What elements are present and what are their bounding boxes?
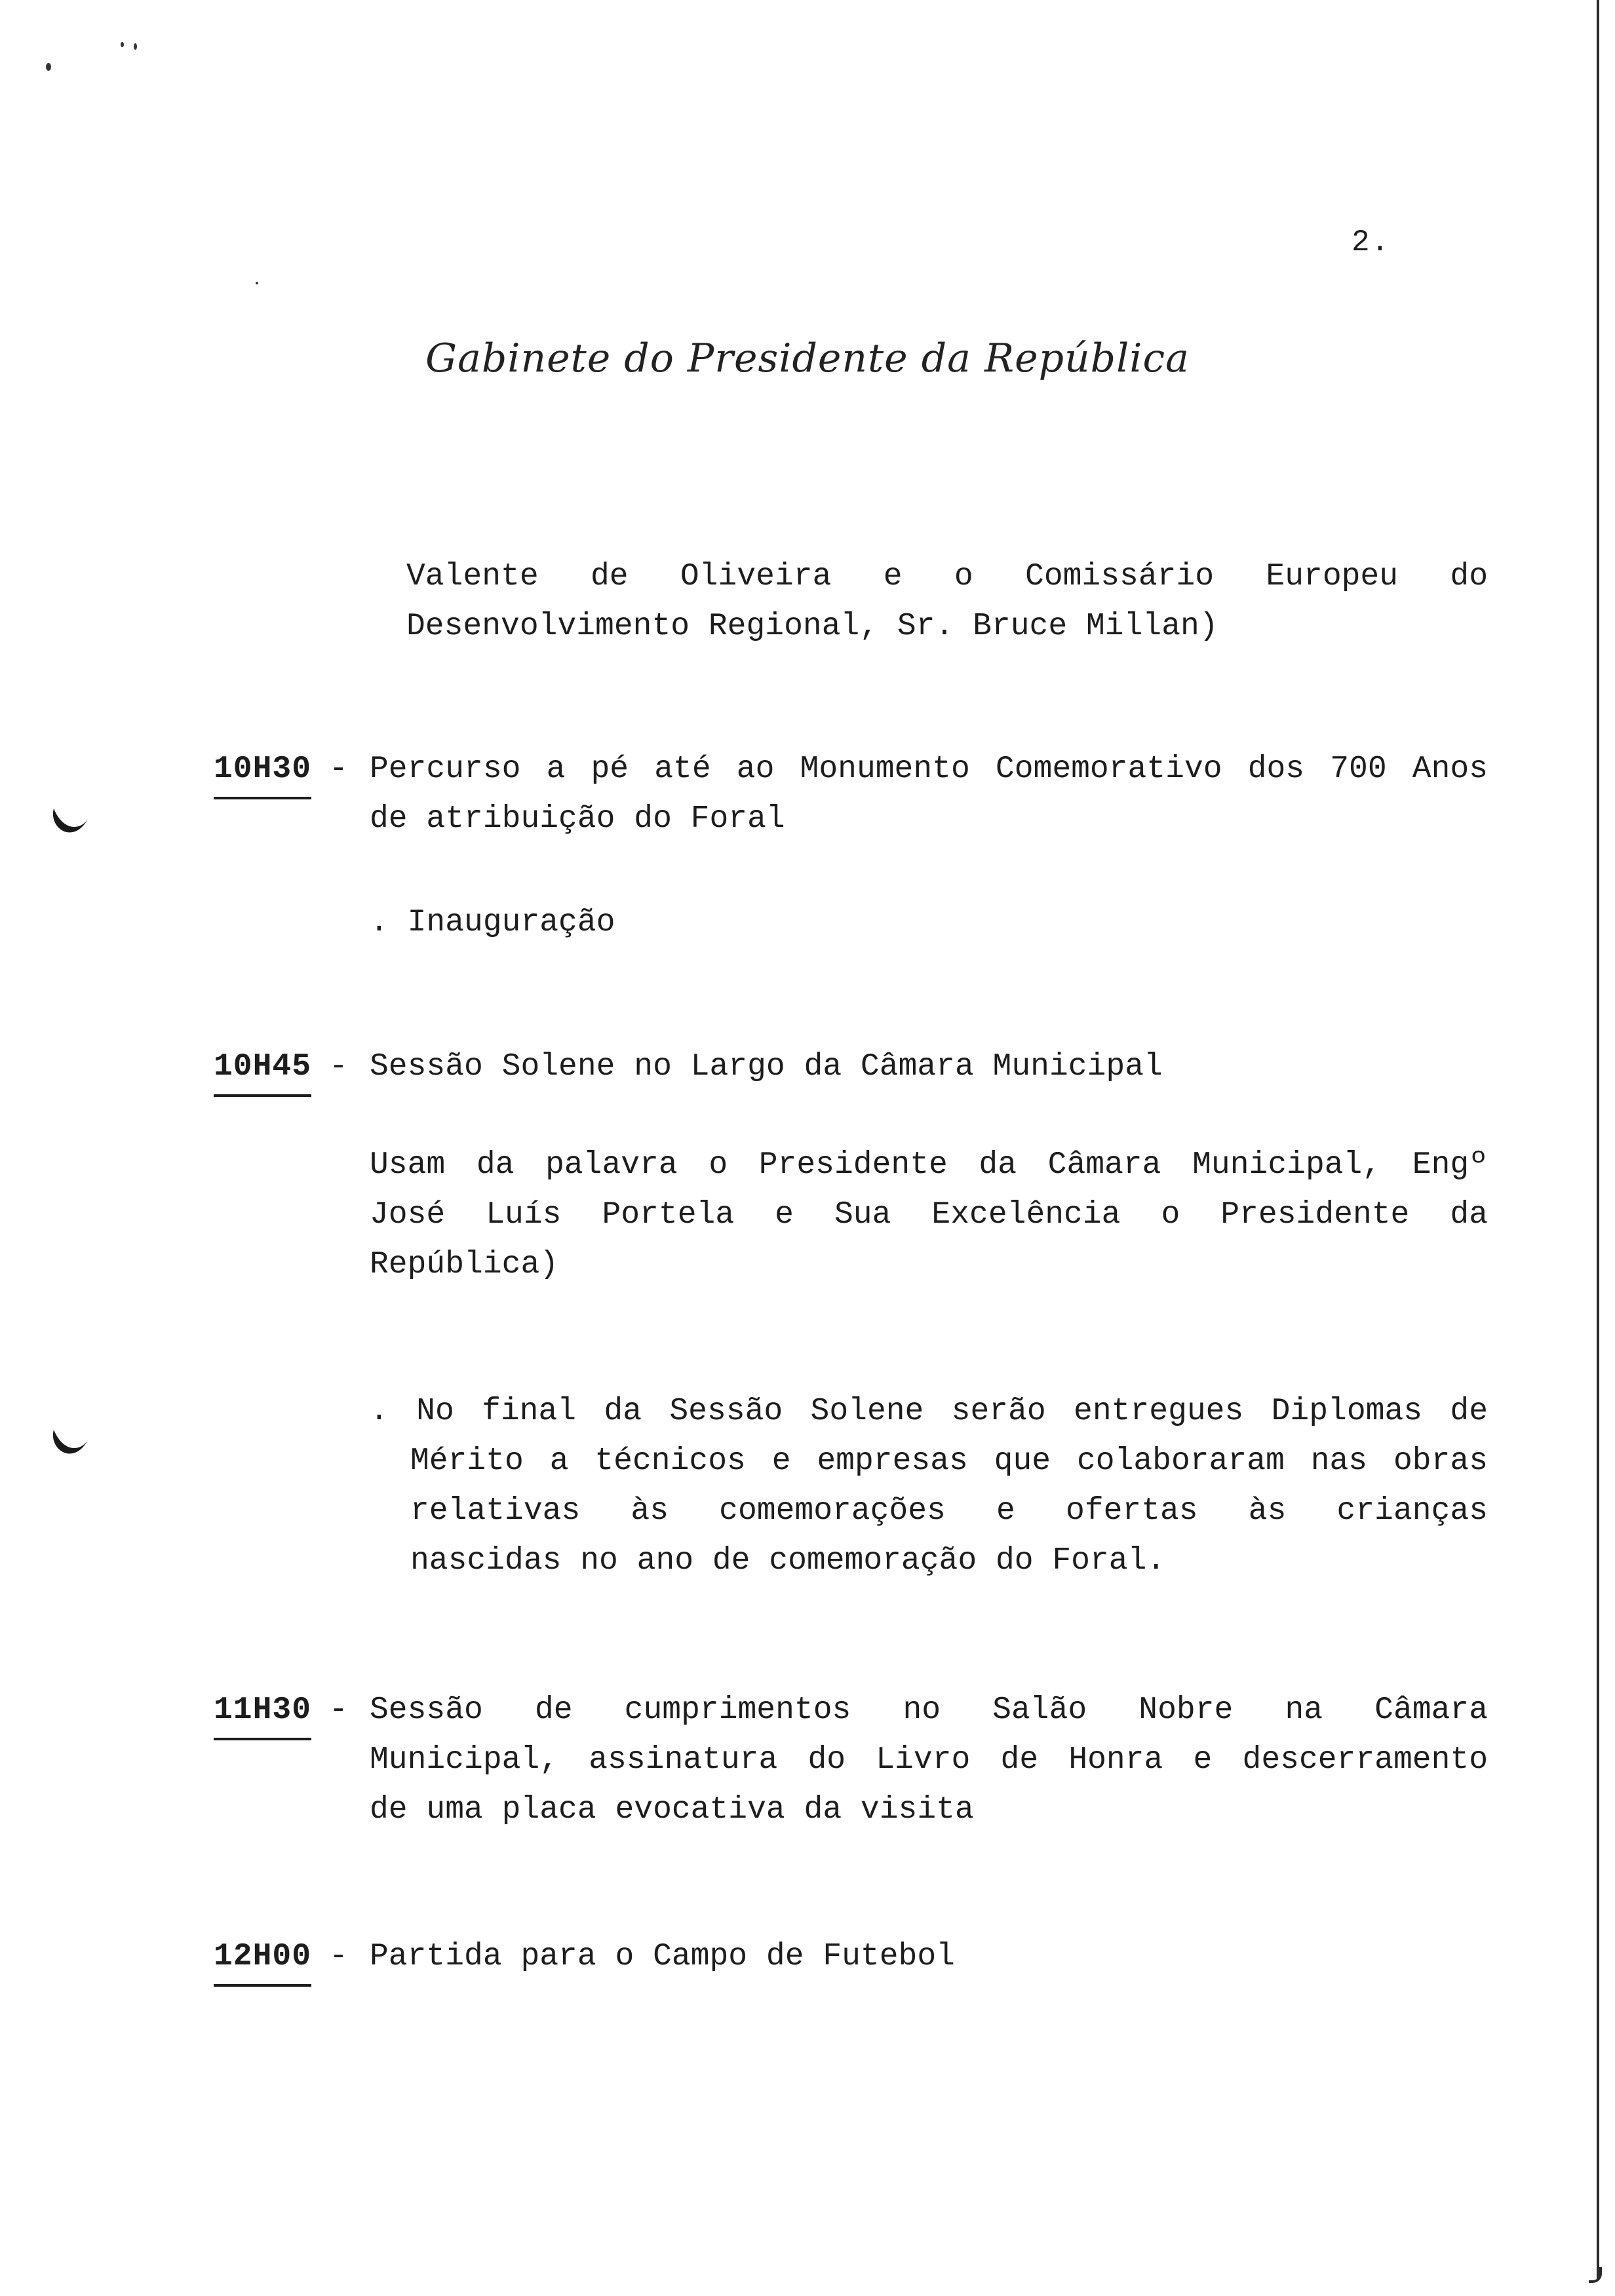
schedule-bullet [370,1387,1488,1586]
description-line: Sessão Solene no Largo da Câmara Municipal [370,1049,1163,1084]
bullet-line: nascidas no ano de comemoração do Foral. [410,1543,1166,1578]
schedule-note [370,1140,1488,1290]
description-line: Partida para o Campo de Futebol [370,1939,955,1974]
time-separator: - [329,752,348,787]
schedule-description [370,1685,1488,1835]
schedule-subitem: . Inauguração [370,905,615,940]
note-line: José Luís Portela e Sua Excelência o Presidente da [370,1197,1488,1233]
description-line: Sessão de cumprimentos no Salão Nobre na Câmara [370,1693,1488,1728]
time-separator: - [329,1049,348,1084]
schedule-description [370,1932,1488,1981]
schedule-description [370,744,1488,844]
description-line: Percurso a pé até ao Monumento Comemorativo dos 700 Anos [370,752,1488,787]
schedule-time: 10H45 [214,1042,311,1097]
bullet-line: relativas às comemorações e ofertas às crianças [410,1493,1488,1529]
note-line: República) [370,1247,559,1282]
page-number: 2. [1352,225,1391,259]
intro-paragraph [406,552,1488,651]
scan-speck [134,43,137,50]
note-line: Usam da palavra o Presidente da Câmara Municipal, Engº [370,1147,1488,1183]
description-line: Municipal, assinatura do Livro de Honra e descerramento [370,1742,1488,1778]
schedule-description [370,1042,1488,1092]
bullet-line: . No final da Sessão Solene serão entregues Diplomas de [370,1394,1488,1429]
scan-speck [121,42,124,47]
margin-punch-mark [47,1421,93,1466]
scan-speck [256,282,258,284]
intro-line: Valente de Oliveira e o Comissário Europeu do [406,559,1488,594]
page-corner-mark [1589,2267,1602,2283]
schedule-time: 10H30 [214,744,311,799]
bullet-line: Mérito a técnicos e empresas que colaboraram nas obras [410,1444,1488,1479]
schedule-time: 12H00 [214,1932,311,1987]
schedule-time: 11H30 [214,1685,311,1740]
letterhead-title: Gabinete do Presidente da República [425,335,1190,381]
description-line: de atribuição do Foral [370,801,785,837]
description-line: de uma placa evocativa da visita [370,1792,974,1827]
intro-line: Desenvolvimento Regional, Sr. Bruce Millan) [406,609,1218,644]
time-separator: - [329,1693,348,1728]
margin-punch-mark [47,799,93,845]
time-separator: - [329,1939,348,1974]
scan-speck [46,63,51,71]
